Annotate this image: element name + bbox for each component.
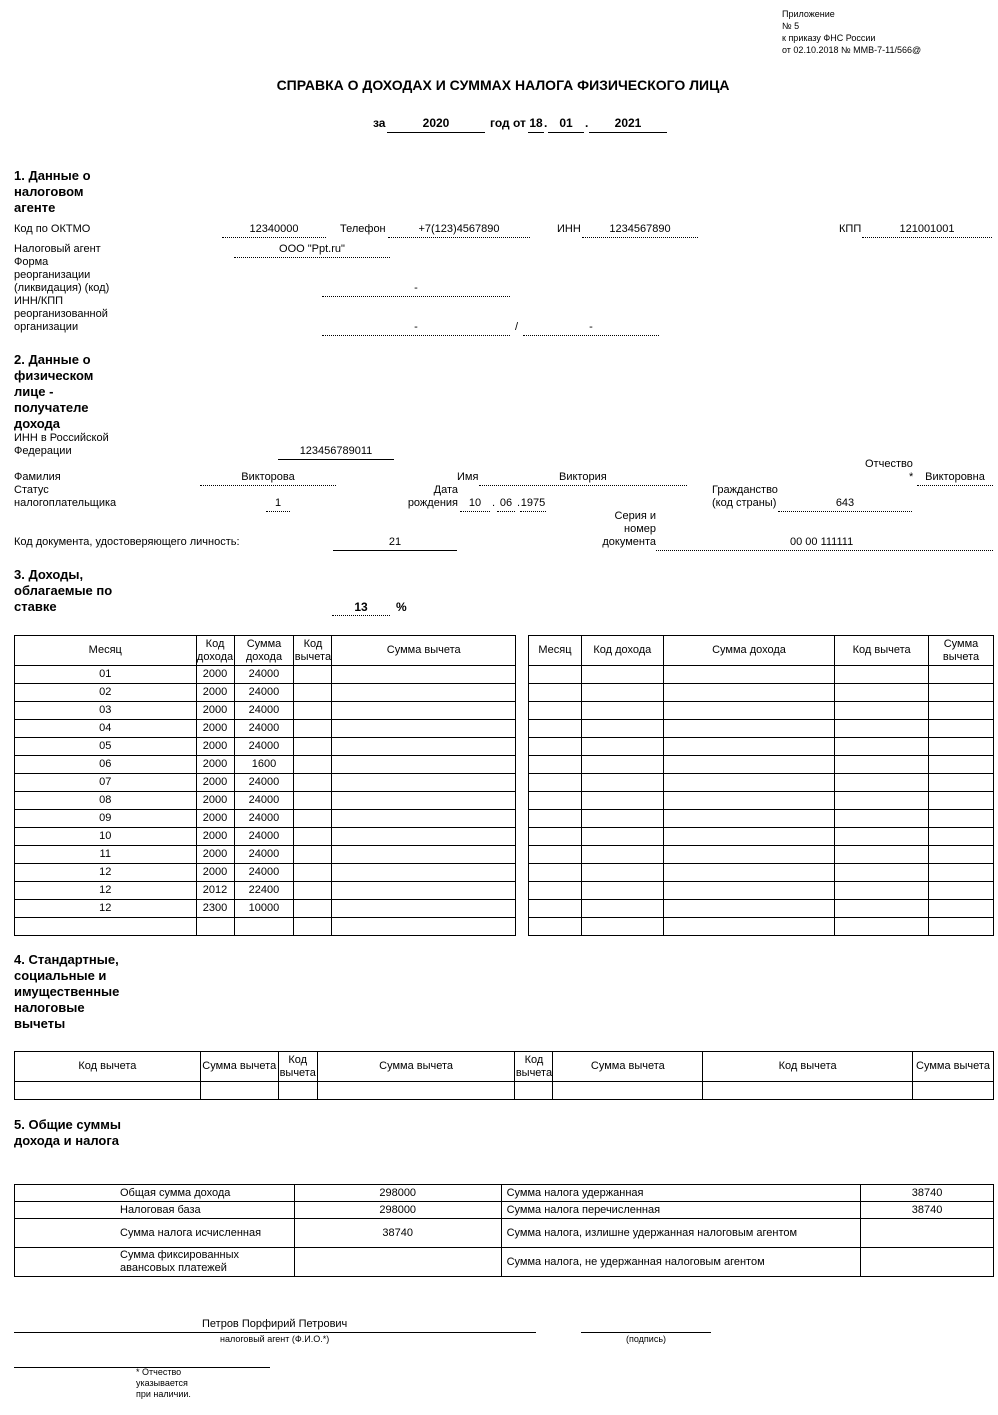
- income-right-cell: [835, 720, 929, 738]
- income-cell: 24000: [234, 792, 294, 810]
- income-cell: 24000: [234, 774, 294, 792]
- income-cell: 2012: [196, 882, 234, 900]
- table-row: [529, 900, 994, 918]
- income-right-cell: [529, 918, 582, 936]
- section3-title: 3. Доходы, облагаемые по ставке: [14, 567, 113, 614]
- income-cell: [196, 918, 234, 936]
- income-right-cell: [663, 846, 835, 864]
- totals-label-2: Сумма налога, не удержанная налоговым агентом: [501, 1248, 861, 1277]
- income-right-cell: [529, 684, 582, 702]
- income-cell: 24000: [234, 846, 294, 864]
- agent-inn-label: ИНН: [557, 223, 581, 235]
- income-cell: 10000: [234, 900, 294, 918]
- name-label: Имя: [457, 471, 479, 483]
- income-right-cell: [929, 810, 994, 828]
- income-cell: [294, 864, 332, 882]
- income-cell: 08: [15, 792, 197, 810]
- deduction-cell: [200, 1082, 278, 1100]
- income-cell: 10: [15, 828, 197, 846]
- order-label: к приказу ФНС России: [782, 33, 876, 43]
- person-inn-value: 123456789011: [278, 445, 394, 460]
- income-right-cell: [929, 882, 994, 900]
- income-cell: [332, 846, 516, 864]
- income-cell: [15, 918, 197, 936]
- totals-label: Сумма налога исчисленная: [15, 1219, 295, 1248]
- income-left-header-2: Сумма дохода: [234, 636, 294, 666]
- income-cell: 07: [15, 774, 197, 792]
- income-cell: 2000: [196, 864, 234, 882]
- oktmo-label: Код по ОКТМО: [14, 223, 91, 235]
- income-cell: 12: [15, 900, 197, 918]
- income-right-cell: [835, 918, 929, 936]
- patronymic-label: Отчество: [865, 458, 913, 470]
- agent-name-caption: налоговый агент (Ф.И.О.*): [220, 1334, 330, 1344]
- name-value: Виктория: [559, 471, 607, 483]
- income-right-cell: [529, 774, 582, 792]
- income-cell: 24000: [234, 684, 294, 702]
- totals-value-2: 38740: [861, 1185, 994, 1202]
- income-cell: [332, 774, 516, 792]
- income-cell: [332, 918, 516, 936]
- oktmo-value: 12340000: [222, 223, 326, 238]
- citizenship-label: Гражданство (код страны): [712, 484, 778, 509]
- income-cell: [332, 882, 516, 900]
- income-right-cell: [529, 792, 582, 810]
- doc-series-label: Серия и номер документа: [602, 510, 656, 548]
- income-right-cell: [835, 900, 929, 918]
- income-cell: 2000: [196, 828, 234, 846]
- table-row: [15, 828, 516, 846]
- income-right-cell: [663, 792, 835, 810]
- income-cell: 2000: [196, 810, 234, 828]
- period-za-label: за: [373, 116, 386, 130]
- order-date: от 02.10.2018 № ММВ-7-11/566@: [782, 45, 922, 55]
- income-right-cell: [663, 666, 835, 684]
- income-right-cell: [529, 864, 582, 882]
- table-row: [15, 810, 516, 828]
- deduction-header-4: Код вычета: [515, 1052, 553, 1082]
- income-right-cell: [835, 756, 929, 774]
- income-cell: [332, 666, 516, 684]
- birth-day: 10: [460, 497, 490, 512]
- income-right-cell: [581, 684, 663, 702]
- income-right-header-4: Сумма вычета: [929, 636, 994, 666]
- table-row: [15, 666, 516, 684]
- income-cell: [332, 756, 516, 774]
- table-row: [15, 846, 516, 864]
- kpp-value: 121001001: [862, 223, 992, 238]
- income-cell: [294, 828, 332, 846]
- income-cell: [294, 810, 332, 828]
- table-row: [529, 882, 994, 900]
- table-row: [15, 864, 516, 882]
- reorg-slash: /: [515, 321, 519, 333]
- table-row: [15, 756, 516, 774]
- period-year: 2020: [387, 116, 485, 133]
- income-right-cell: [663, 810, 835, 828]
- income-cell: 2300: [196, 900, 234, 918]
- income-right-cell: [663, 828, 835, 846]
- income-cell: [294, 720, 332, 738]
- status-label: Статус налогоплательщика: [14, 484, 117, 509]
- income-cell: [294, 756, 332, 774]
- income-cell: 09: [15, 810, 197, 828]
- income-right-cell: [581, 828, 663, 846]
- income-cell: 11: [15, 846, 197, 864]
- deduction-header-0: Код вычета: [15, 1052, 201, 1082]
- income-cell: [332, 792, 516, 810]
- income-right-cell: [581, 846, 663, 864]
- income-table-right: [528, 635, 994, 936]
- reorg-inn-value: -: [322, 321, 510, 336]
- income-right-cell: [929, 684, 994, 702]
- table-row: [529, 810, 994, 828]
- deduction-header-5: Сумма вычета: [553, 1052, 703, 1082]
- income-cell: 24000: [234, 720, 294, 738]
- income-cell: 2000: [196, 846, 234, 864]
- table-row: [15, 684, 516, 702]
- name-field: [479, 471, 687, 486]
- totals-label: Общая сумма дохода: [15, 1185, 295, 1202]
- income-cell: 05: [15, 738, 197, 756]
- income-right-cell: [929, 666, 994, 684]
- income-right-cell: [529, 666, 582, 684]
- income-right-cell: [581, 702, 663, 720]
- income-right-cell: [835, 882, 929, 900]
- income-cell: [294, 666, 332, 684]
- income-right-cell: [929, 846, 994, 864]
- table-row: [529, 756, 994, 774]
- birth-year: 1975: [520, 497, 546, 512]
- table-row: [15, 900, 516, 918]
- income-right-cell: [835, 684, 929, 702]
- income-cell: 24000: [234, 738, 294, 756]
- totals-label-2: Сумма налога удержанная: [501, 1185, 861, 1202]
- deduction-header-6: Код вычета: [703, 1052, 913, 1082]
- income-cell: [332, 864, 516, 882]
- income-right-header-3: Код вычета: [835, 636, 929, 666]
- income-cell: 24000: [234, 828, 294, 846]
- table-row: [529, 684, 994, 702]
- totals-row: [15, 1248, 994, 1277]
- reorg-kpp-value: -: [523, 321, 659, 336]
- rate-percent: %: [396, 600, 407, 614]
- income-cell: 22400: [234, 882, 294, 900]
- table-row: [529, 774, 994, 792]
- income-cell: [234, 918, 294, 936]
- income-right-cell: [581, 882, 663, 900]
- income-right-header-1: Код дохода: [581, 636, 663, 666]
- totals-label-2: Сумма налога перечисленная: [501, 1202, 861, 1219]
- doc-series-field: [656, 536, 993, 551]
- income-right-cell: [581, 774, 663, 792]
- deduction-cell: [317, 1082, 515, 1100]
- income-cell: [294, 900, 332, 918]
- income-cell: 24000: [234, 702, 294, 720]
- income-cell: 2000: [196, 756, 234, 774]
- income-right-cell: [529, 738, 582, 756]
- income-cell: 12: [15, 882, 197, 900]
- phone-value: +7(123)4567890: [388, 223, 530, 238]
- income-right-cell: [581, 810, 663, 828]
- totals-label-2: Сумма налога, излишне удержанная налоговым агентом: [501, 1219, 861, 1248]
- table-row: [15, 774, 516, 792]
- income-right-cell: [529, 846, 582, 864]
- income-cell: [294, 774, 332, 792]
- income-right-cell: [835, 738, 929, 756]
- income-right-cell: [663, 702, 835, 720]
- income-right-cell: [529, 810, 582, 828]
- doc-code-label: Код документа, удостоверяющего личность:: [14, 536, 240, 548]
- income-cell: 24000: [234, 864, 294, 882]
- income-left-header-0: Месяц: [15, 636, 197, 666]
- document-title: СПРАВКА О ДОХОДАХ И СУММАХ НАЛОГА ФИЗИЧЕСКОГО ЛИЦА: [276, 77, 730, 93]
- period-month: 01: [548, 116, 584, 133]
- income-right-cell: [581, 666, 663, 684]
- agent-label: Налоговый агент: [14, 243, 101, 255]
- income-right-cell: [929, 918, 994, 936]
- income-left-header-1: Код дохода: [196, 636, 234, 666]
- deduction-cell: [703, 1082, 913, 1100]
- section2-title: 2. Данные о физическом лице - получателе дохода: [14, 352, 94, 431]
- signature-caption: (подпись): [626, 1334, 667, 1344]
- kpp-label: КПП: [839, 223, 862, 235]
- income-cell: 12: [15, 864, 197, 882]
- income-right-cell: [663, 738, 835, 756]
- table-row: [529, 918, 994, 936]
- income-right-cell: [663, 684, 835, 702]
- income-right-cell: [663, 918, 835, 936]
- income-left-header-3: Код вычета: [294, 636, 332, 666]
- section5-title: 5. Общие суммы дохода и налога: [14, 1117, 122, 1148]
- reorg-value: -: [322, 282, 510, 297]
- income-cell: [294, 684, 332, 702]
- reorg-inn-label: ИНН/КПП реорганизованной организации: [14, 295, 108, 333]
- deduction-header-3: Сумма вычета: [317, 1052, 515, 1082]
- status-value: 1: [266, 497, 290, 512]
- income-cell: 06: [15, 756, 197, 774]
- income-right-cell: [929, 828, 994, 846]
- birth-month: 06: [497, 497, 515, 512]
- income-cell: [294, 918, 332, 936]
- table-row: [529, 846, 994, 864]
- totals-table: [14, 1184, 994, 1277]
- period-year-label: год: [490, 116, 510, 130]
- table-row: [529, 828, 994, 846]
- income-right-cell: [835, 810, 929, 828]
- income-cell: 2000: [196, 702, 234, 720]
- income-cell: 24000: [234, 810, 294, 828]
- deduction-cell: [15, 1082, 201, 1100]
- income-right-header-0: Месяц: [529, 636, 582, 666]
- income-cell: 2000: [196, 666, 234, 684]
- income-right-cell: [529, 882, 582, 900]
- income-right-cell: [929, 756, 994, 774]
- deduction-cell: [278, 1082, 317, 1100]
- income-right-cell: [835, 702, 929, 720]
- agent-inn-value: 1234567890: [582, 223, 698, 238]
- totals-label: Сумма фиксированных авансовых платежей: [15, 1248, 295, 1277]
- patronymic-asterisk: *: [909, 471, 914, 483]
- citizenship-value: 643: [778, 497, 912, 512]
- income-right-cell: [835, 846, 929, 864]
- person-inn-label: ИНН в Российской Федерации: [14, 432, 109, 457]
- totals-value-2: 38740: [861, 1202, 994, 1219]
- income-right-cell: [529, 900, 582, 918]
- income-cell: 02: [15, 684, 197, 702]
- income-cell: [294, 882, 332, 900]
- income-right-cell: [581, 792, 663, 810]
- table-row: [15, 720, 516, 738]
- totals-value-2: [861, 1219, 994, 1248]
- income-cell: [294, 738, 332, 756]
- income-right-cell: [529, 756, 582, 774]
- period-day: 18: [528, 116, 544, 133]
- totals-label: Налоговая база: [15, 1202, 295, 1219]
- income-cell: 03: [15, 702, 197, 720]
- income-right-cell: [663, 900, 835, 918]
- period-dot-1: .: [544, 116, 548, 130]
- income-cell: 01: [15, 666, 197, 684]
- income-cell: [332, 900, 516, 918]
- deduction-header-1: Сумма вычета: [200, 1052, 278, 1082]
- income-right-cell: [929, 738, 994, 756]
- agent-signer-name: Петров Порфирий Петрович: [202, 1318, 348, 1330]
- income-cell: 2000: [196, 720, 234, 738]
- doc-code-value: 21: [333, 536, 457, 551]
- income-right-cell: [929, 720, 994, 738]
- totals-row: [15, 1219, 994, 1248]
- income-cell: [294, 792, 332, 810]
- period-dot-2: .: [585, 116, 589, 130]
- table-row: [529, 864, 994, 882]
- table-row: [15, 738, 516, 756]
- section4-title: 4. Стандартные, социальные и имущественные налоговые вычеты: [14, 952, 120, 1031]
- period-doc-year: 2021: [589, 116, 667, 133]
- income-right-cell: [581, 900, 663, 918]
- period-ot-label: от: [513, 116, 526, 130]
- income-right-cell: [929, 774, 994, 792]
- income-right-cell: [663, 720, 835, 738]
- reorg-label: Форма реорганизации (ликвидация) (код): [14, 256, 110, 294]
- deductions-table: [14, 1051, 994, 1100]
- totals-value: 298000: [294, 1185, 501, 1202]
- totals-value: 38740: [294, 1219, 501, 1248]
- income-cell: [294, 846, 332, 864]
- income-right-cell: [581, 918, 663, 936]
- deduction-header-7: Сумма вычета: [913, 1052, 994, 1082]
- income-right-cell: [835, 828, 929, 846]
- income-cell: 2000: [196, 684, 234, 702]
- totals-row: [15, 1202, 994, 1219]
- income-right-cell: [929, 702, 994, 720]
- table-row: [15, 792, 516, 810]
- birth-dot-1: .: [492, 497, 496, 509]
- section1-title: 1. Данные о налоговом агенте: [14, 168, 91, 215]
- phone-label: Телефон: [340, 223, 386, 235]
- table-row: [15, 882, 516, 900]
- income-cell: 04: [15, 720, 197, 738]
- deduction-cell: [515, 1082, 553, 1100]
- birth-dot-2: .: [517, 497, 521, 509]
- appendix-label: Приложение: [782, 9, 835, 19]
- income-right-header-2: Сумма дохода: [663, 636, 835, 666]
- totals-value-2: [861, 1248, 994, 1277]
- income-left-header-4: Сумма вычета: [332, 636, 516, 666]
- income-right-cell: [581, 720, 663, 738]
- table-row: [529, 738, 994, 756]
- surname-value: Викторова: [200, 471, 336, 486]
- income-cell: [332, 720, 516, 738]
- appendix-number: № 5: [782, 21, 800, 31]
- table-row: [15, 918, 516, 936]
- income-cell: 2000: [196, 774, 234, 792]
- table-row: [529, 720, 994, 738]
- income-table-left: [14, 635, 516, 936]
- income-right-cell: [529, 702, 582, 720]
- income-right-cell: [835, 774, 929, 792]
- table-row: [15, 702, 516, 720]
- rate-value: 13: [332, 600, 390, 616]
- income-right-cell: [663, 864, 835, 882]
- income-right-cell: [663, 756, 835, 774]
- income-right-cell: [581, 738, 663, 756]
- income-cell: [332, 810, 516, 828]
- income-right-cell: [929, 792, 994, 810]
- income-right-cell: [663, 774, 835, 792]
- totals-row: [15, 1185, 994, 1202]
- income-right-cell: [663, 882, 835, 900]
- table-row: [529, 666, 994, 684]
- agent-name-line: [14, 1331, 536, 1333]
- income-right-cell: [529, 828, 582, 846]
- income-cell: [332, 828, 516, 846]
- deduction-cell: [553, 1082, 703, 1100]
- income-right-cell: [835, 666, 929, 684]
- income-right-cell: [929, 900, 994, 918]
- appendix-header: [782, 8, 921, 56]
- table-row: [529, 702, 994, 720]
- income-cell: 24000: [234, 666, 294, 684]
- doc-series-value: 00 00 111111: [790, 536, 854, 548]
- income-cell: 2000: [196, 792, 234, 810]
- deduction-cell: [913, 1082, 994, 1100]
- income-cell: [332, 738, 516, 756]
- birth-label: Дата рождения: [407, 484, 458, 509]
- income-right-cell: [835, 792, 929, 810]
- income-right-cell: [581, 756, 663, 774]
- totals-value: [294, 1248, 501, 1277]
- surname-label: Фамилия: [14, 471, 61, 483]
- income-cell: 1600: [234, 756, 294, 774]
- income-right-cell: [581, 864, 663, 882]
- income-right-cell: [929, 864, 994, 882]
- income-cell: [332, 684, 516, 702]
- income-cell: 2000: [196, 738, 234, 756]
- income-right-cell: [529, 720, 582, 738]
- income-cell: [294, 702, 332, 720]
- income-right-cell: [835, 864, 929, 882]
- signature-line: [581, 1331, 711, 1333]
- agent-value: ООО "Ppt.ru": [234, 243, 390, 258]
- table-row: [529, 792, 994, 810]
- footnote: * Отчество указывается при наличии.: [136, 1367, 191, 1399]
- income-cell: [332, 702, 516, 720]
- patronymic-value: Викторовна: [917, 471, 993, 486]
- totals-value: 298000: [294, 1202, 501, 1219]
- deduction-header-2: Код вычета: [278, 1052, 317, 1082]
